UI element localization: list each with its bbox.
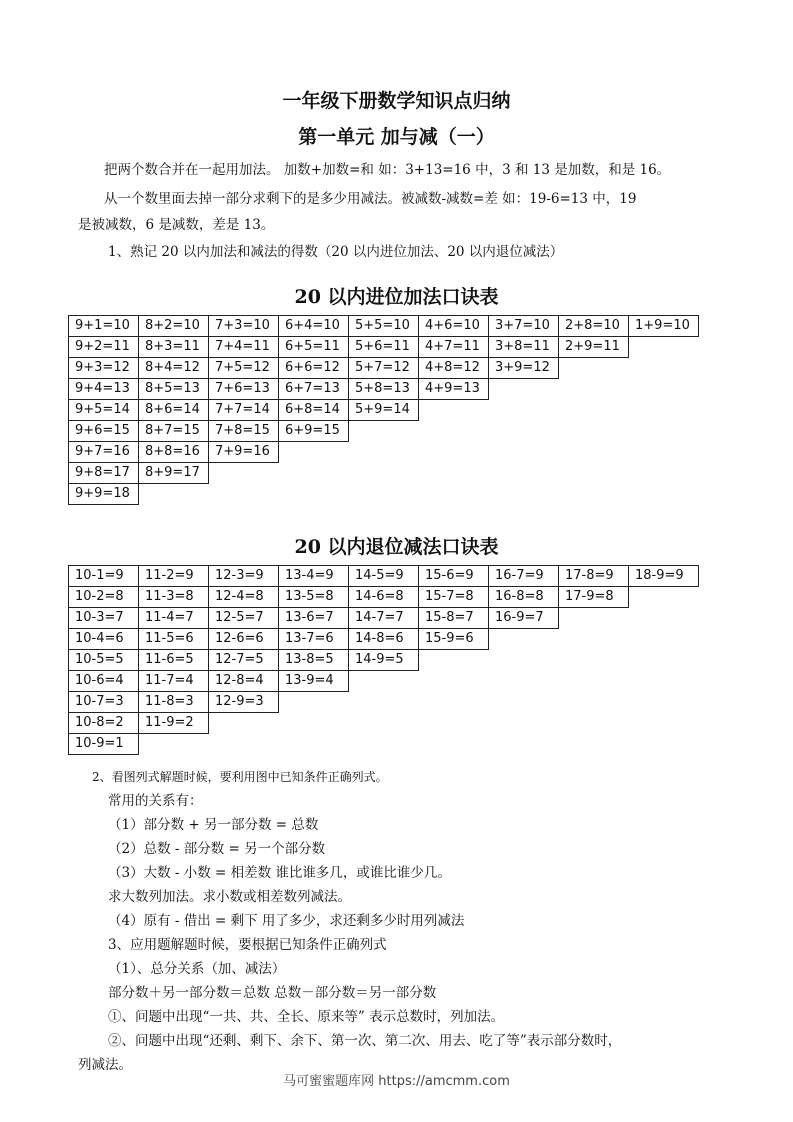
empty-cell (489, 629, 559, 650)
table-cell: 5+8=13 (349, 379, 419, 400)
intro-line-4: 1、熟记 20 以内加法和减法的得数（20 以内进位加法、20 以内退位减法） (108, 244, 564, 260)
table-cell: 14-5=9 (349, 566, 419, 587)
empty-cell (559, 629, 629, 650)
relation-3: （3）大数 - 小数 = 相差数 谁比谁多几，或谁比谁少几。 (108, 865, 451, 881)
table-cell: 11-9=2 (139, 713, 209, 734)
table-cell: 9+4=13 (69, 379, 139, 400)
table-cell: 10-8=2 (69, 713, 139, 734)
subtraction-table (68, 565, 699, 755)
empty-cell (629, 692, 699, 713)
table-cell: 8+4=12 (139, 358, 209, 379)
table-cell: 6+5=11 (279, 337, 349, 358)
table-cell: 8+6=14 (139, 400, 209, 421)
empty-cell (629, 671, 699, 692)
addition-row (69, 358, 699, 379)
empty-cell (279, 692, 349, 713)
empty-cell (139, 734, 209, 755)
empty-cell (489, 463, 559, 484)
empty-cell (489, 484, 559, 505)
empty-cell (419, 671, 489, 692)
empty-cell (559, 379, 629, 400)
empty-cell (419, 484, 489, 505)
table-cell: 2+9=11 (559, 337, 629, 358)
table-cell: 3+9=12 (489, 358, 559, 379)
empty-cell (629, 337, 699, 358)
table-cell: 5+6=11 (349, 337, 419, 358)
empty-cell (559, 358, 629, 379)
table-cell: 1+9=10 (629, 316, 699, 337)
table-cell: 3+7=10 (489, 316, 559, 337)
subtraction-row (69, 713, 699, 734)
table-cell: 10-2=8 (69, 587, 139, 608)
table-cell: 6+6=12 (279, 358, 349, 379)
rule-2: ②、问题中出现“还剩、剩下、余下、第一次、第二次、用去、吃了等”表示部分数时， (108, 1033, 622, 1049)
empty-cell (489, 421, 559, 442)
empty-cell (349, 442, 419, 463)
relation-1: （1）部分数 + 另一部分数 = 总数 (108, 817, 319, 833)
table-cell: 9+9=18 (69, 484, 139, 505)
empty-cell (419, 421, 489, 442)
table-cell: 7+6=13 (209, 379, 279, 400)
addition-row (69, 484, 699, 505)
subtraction-row (69, 587, 699, 608)
table-cell: 3+8=11 (489, 337, 559, 358)
empty-cell (209, 713, 279, 734)
empty-cell (419, 692, 489, 713)
table-cell: 14-9=5 (349, 650, 419, 671)
relation-note: 求大数列加法。求小数或相差数列减法。 (108, 889, 351, 905)
empty-cell (279, 484, 349, 505)
subtraction-row (69, 566, 699, 587)
table-cell: 15-7=8 (419, 587, 489, 608)
empty-cell (489, 671, 559, 692)
table-cell: 15-8=7 (419, 608, 489, 629)
empty-cell (489, 442, 559, 463)
table-cell: 15-9=6 (419, 629, 489, 650)
table-cell: 9+3=12 (69, 358, 139, 379)
table-cell: 11-8=3 (139, 692, 209, 713)
empty-cell (419, 713, 489, 734)
table-cell: 6+9=15 (279, 421, 349, 442)
table-cell: 7+9=16 (209, 442, 279, 463)
table-cell: 11-4=7 (139, 608, 209, 629)
table-cell: 13-8=5 (279, 650, 349, 671)
table-cell: 5+9=14 (349, 400, 419, 421)
empty-cell (559, 692, 629, 713)
table-cell: 8+2=10 (139, 316, 209, 337)
empty-cell (489, 713, 559, 734)
empty-cell (349, 692, 419, 713)
rule-1: ①、问题中出现“一共、共、全长、原来等” 表示总数时，列加法。 (108, 1009, 505, 1025)
table-cell: 11-2=9 (139, 566, 209, 587)
empty-cell (489, 379, 559, 400)
subtraction-row (69, 608, 699, 629)
table-cell: 10-6=4 (69, 671, 139, 692)
table-cell: 6+4=10 (279, 316, 349, 337)
table-cell: 14-7=7 (349, 608, 419, 629)
table-cell: 2+8=10 (559, 316, 629, 337)
table-cell: 9+1=10 (69, 316, 139, 337)
table-cell: 14-8=6 (349, 629, 419, 650)
add-table-title: 20 以内进位加法口诀表 (294, 286, 499, 308)
table-cell: 9+2=11 (69, 337, 139, 358)
empty-cell (279, 442, 349, 463)
table-cell: 13-5=8 (279, 587, 349, 608)
empty-cell (559, 400, 629, 421)
empty-cell (559, 713, 629, 734)
table-cell: 10-4=6 (69, 629, 139, 650)
table-cell: 10-3=7 (69, 608, 139, 629)
table-cell: 4+8=12 (419, 358, 489, 379)
table-cell: 14-6=8 (349, 587, 419, 608)
table-cell: 7+7=14 (209, 400, 279, 421)
table-cell: 12-8=4 (209, 671, 279, 692)
addition-row (69, 463, 699, 484)
table-cell: 6+8=14 (279, 400, 349, 421)
table-cell: 10-9=1 (69, 734, 139, 755)
empty-cell (419, 463, 489, 484)
empty-cell (349, 484, 419, 505)
table-cell: 4+6=10 (419, 316, 489, 337)
empty-cell (209, 484, 279, 505)
subtraction-row (69, 650, 699, 671)
empty-cell (559, 484, 629, 505)
subtraction-row (69, 734, 699, 755)
empty-cell (419, 650, 489, 671)
unit-title: 第一单元 加与减（一） (298, 126, 495, 148)
footer-watermark: 马可蜜蜜题库网 https://amcmm.com (283, 1074, 510, 1089)
empty-cell (419, 734, 489, 755)
table-cell: 13-4=9 (279, 566, 349, 587)
table-cell: 4+7=11 (419, 337, 489, 358)
intro-line-3: 是被减数，6 是减数，差是 13。 (78, 217, 275, 233)
addition-row (69, 400, 699, 421)
table-cell: 9+7=16 (69, 442, 139, 463)
empty-cell (349, 671, 419, 692)
table-cell: 12-6=6 (209, 629, 279, 650)
document-title: 一年级下册数学知识点归纳 (282, 90, 511, 112)
section-3-formula: 部分数＋另一部分数＝总数 总数－部分数＝另一部分数 (108, 985, 437, 1001)
empty-cell (419, 442, 489, 463)
table-cell: 16-9=7 (489, 608, 559, 629)
table-cell: 12-7=5 (209, 650, 279, 671)
table-cell: 11-7=4 (139, 671, 209, 692)
empty-cell (559, 421, 629, 442)
empty-cell (559, 734, 629, 755)
relations-heading: 常用的关系有： (108, 793, 203, 809)
addition-row (69, 337, 699, 358)
table-cell: 10-1=9 (69, 566, 139, 587)
table-cell: 7+5=12 (209, 358, 279, 379)
subtraction-row (69, 692, 699, 713)
empty-cell (629, 400, 699, 421)
subtraction-row (69, 629, 699, 650)
empty-cell (629, 650, 699, 671)
table-cell: 8+9=17 (139, 463, 209, 484)
table-cell: 5+7=12 (349, 358, 419, 379)
empty-cell (489, 692, 559, 713)
empty-cell (279, 713, 349, 734)
empty-cell (349, 713, 419, 734)
table-cell: 7+4=11 (209, 337, 279, 358)
table-cell: 5+5=10 (349, 316, 419, 337)
empty-cell (489, 400, 559, 421)
relation-4: （4）原有 - 借出 = 剩下 用了多少，求还剩多少时用列减法 (108, 913, 465, 929)
table-cell: 13-6=7 (279, 608, 349, 629)
empty-cell (629, 484, 699, 505)
addition-table (68, 315, 699, 505)
table-cell: 15-6=9 (419, 566, 489, 587)
empty-cell (629, 608, 699, 629)
table-cell: 18-9=9 (629, 566, 699, 587)
empty-cell (559, 442, 629, 463)
empty-cell (629, 463, 699, 484)
table-cell: 9+6=15 (69, 421, 139, 442)
empty-cell (349, 463, 419, 484)
table-cell: 8+3=11 (139, 337, 209, 358)
rule-2-continued: 列减法。 (78, 1057, 132, 1073)
table-cell: 11-6=5 (139, 650, 209, 671)
table-cell: 8+7=15 (139, 421, 209, 442)
empty-cell (209, 734, 279, 755)
empty-cell (489, 734, 559, 755)
table-cell: 12-4=8 (209, 587, 279, 608)
addition-row (69, 316, 699, 337)
table-cell: 8+8=16 (139, 442, 209, 463)
table-cell: 13-9=4 (279, 671, 349, 692)
table-cell: 9+8=17 (69, 463, 139, 484)
table-cell: 12-5=7 (209, 608, 279, 629)
intro-line-1: 把两个数合并在一起用加法。 加数+加数=和 如：3+13=16 中，3 和 13 是加数，和是 16。 (104, 162, 671, 178)
table-cell: 13-7=6 (279, 629, 349, 650)
table-cell: 12-3=9 (209, 566, 279, 587)
addition-row (69, 379, 699, 400)
table-cell: 17-9=8 (559, 587, 629, 608)
empty-cell (349, 421, 419, 442)
empty-cell (349, 734, 419, 755)
table-cell: 10-5=5 (69, 650, 139, 671)
empty-cell (629, 421, 699, 442)
empty-cell (209, 463, 279, 484)
empty-cell (559, 463, 629, 484)
table-cell: 9+5=14 (69, 400, 139, 421)
empty-cell (279, 734, 349, 755)
table-cell: 6+7=13 (279, 379, 349, 400)
empty-cell (629, 713, 699, 734)
empty-cell (559, 650, 629, 671)
empty-cell (629, 734, 699, 755)
table-cell: 4+9=13 (419, 379, 489, 400)
table-cell: 16-7=9 (489, 566, 559, 587)
table-cell: 10-7=3 (69, 692, 139, 713)
table-cell: 12-9=3 (209, 692, 279, 713)
empty-cell (559, 671, 629, 692)
empty-cell (629, 358, 699, 379)
addition-row (69, 442, 699, 463)
empty-cell (139, 484, 209, 505)
empty-cell (489, 650, 559, 671)
subtraction-row (69, 671, 699, 692)
table-cell: 17-8=9 (559, 566, 629, 587)
table-cell: 11-5=6 (139, 629, 209, 650)
addition-row (69, 421, 699, 442)
empty-cell (559, 608, 629, 629)
empty-cell (279, 463, 349, 484)
table-cell: 8+5=13 (139, 379, 209, 400)
section-2: 2、看图列式解题时候，要利用图中已知条件正确列式。 (92, 770, 388, 784)
empty-cell (419, 400, 489, 421)
section-3-sub: （1）、总分关系（加、减法） (108, 961, 286, 977)
section-3: 3、应用题解题时候，要根据已知条件正确列式 (108, 937, 387, 953)
table-cell: 11-3=8 (139, 587, 209, 608)
table-cell: 7+3=10 (209, 316, 279, 337)
empty-cell (629, 442, 699, 463)
empty-cell (629, 629, 699, 650)
intro-line-2: 从一个数里面去掉一部分求剩下的是多少用减法。被减数-减数=差 如：19-6=13 中，19 (104, 191, 637, 207)
table-cell: 7+8=15 (209, 421, 279, 442)
sub-table-title: 20 以内退位减法口诀表 (294, 536, 499, 558)
empty-cell (629, 587, 699, 608)
empty-cell (629, 379, 699, 400)
table-cell: 16-8=8 (489, 587, 559, 608)
relation-2: （2）总数 - 部分数 = 另一个部分数 (108, 841, 326, 857)
